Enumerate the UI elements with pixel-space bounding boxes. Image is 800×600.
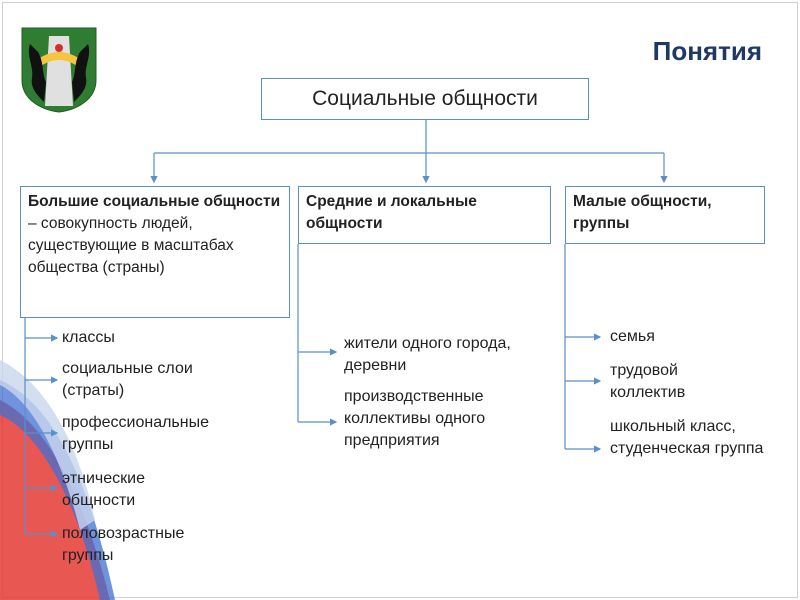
category-large-definition: – совокупность людей, существующие в масштабах общества (страны) xyxy=(28,215,234,276)
item-professional-groups: профессиональные группы xyxy=(62,414,209,453)
category-small-title: Малые общности, группы xyxy=(573,193,712,232)
item-age-gender-groups: половозрастные группы xyxy=(62,525,185,564)
item-work-collective: трудовой коллектив xyxy=(610,362,686,401)
item-production-collectives: производственные коллективы одного предприятия xyxy=(344,388,486,449)
category-large-title: Большие социальные общности xyxy=(28,193,281,210)
item-ethnic-communities: этнические общности xyxy=(62,470,145,509)
category-middle-title: Средние и локальные общности xyxy=(306,193,477,232)
category-middle-box xyxy=(298,186,551,244)
root-concept-box: Социальные общности xyxy=(261,78,589,120)
category-small-box xyxy=(565,186,765,244)
item-family: семья xyxy=(610,328,655,345)
item-classes: классы xyxy=(62,329,115,346)
item-town-residents: жители одного города, деревни xyxy=(344,335,511,374)
item-school-class: школьный класс, студенческая группа xyxy=(610,418,764,457)
slide-title: Понятия xyxy=(652,36,762,66)
category-large-box xyxy=(20,186,290,318)
item-social-strata: социальные слои (страты) xyxy=(62,360,193,399)
